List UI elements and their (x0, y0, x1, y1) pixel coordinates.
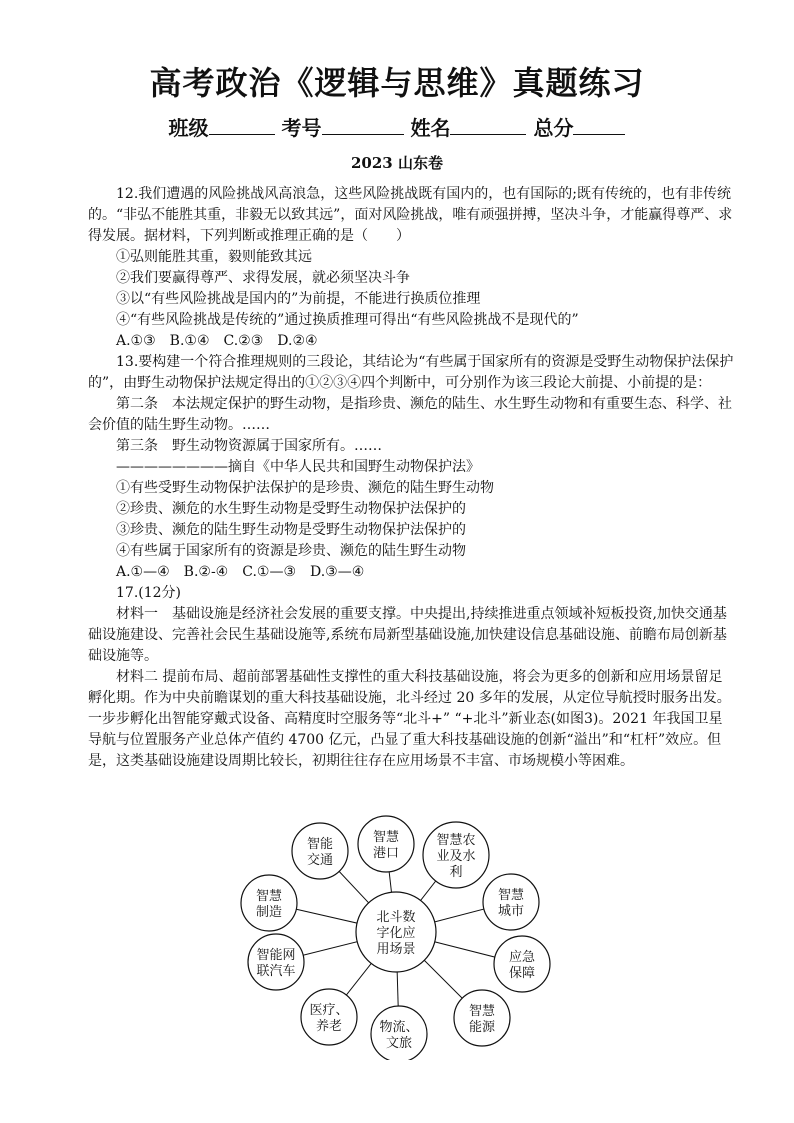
class-label: 班级 (168, 116, 209, 140)
q12-option-4: ④“有些风险挑战是传统的”通过换质推理可得出“有些风险挑战不是现代的” (116, 312, 579, 328)
beidou-application-diagram (236, 810, 566, 1060)
node-label: 业及水 (436, 849, 476, 864)
diagram-node-3 (494, 936, 550, 992)
q13-article-2: 第二条 本法规定保护的野生动物，是指珍贵、濒危的陆生、水生野生动物和有重要生态、科学、社会价值的陆生野生动物。…… (88, 396, 732, 433)
node-label: 制造 (255, 905, 283, 920)
q12-option-3: ③以“有些风险挑战是国内的”为前提，不能进行换质位推理 (116, 291, 481, 307)
diagram-node-4 (454, 990, 510, 1046)
diagram-node-0 (358, 816, 414, 872)
section-heading: 2023 山东卷 (351, 154, 443, 172)
q17-material-2: 材料二 提前布局、超前部署基础性支撑性的重大科技基础设施，将会为更多的创新和应用场景留足孵化期。作为中央前瞻谋划的重大科技基础设施，北斗经过 20 多年的发展，从定位导航授时服务出发。一步步孵化出智能穿戴式设备、高精度时空服务等“北斗+” “+北斗”新业态(如图3)。2021 年我国卫星导航与位置服务产业总体产值约 4700 亿元，凸显了重大科技基础设施的创新“溢出”和“杠杆”效应。但是，这类基础设施建设周期比较长，初期往往存在应用场景不丰富、市场规模小等困难。 (88, 669, 731, 769)
student-info-line (0, 112, 794, 141)
node-label: 智慧 (468, 1004, 496, 1019)
node-label: 交通 (306, 853, 334, 868)
node-label: 保障 (508, 966, 536, 981)
q13-article-3: 第三条 野生动物资源属于国家所有。…… (116, 438, 382, 454)
q12-option-2: ②我们要赢得尊严、求得发展，就必须坚决斗争 (116, 270, 410, 286)
question-content (88, 184, 734, 772)
node-label: 应急 (508, 950, 536, 965)
q12-choices: A.①③ B.①④ C.②③ D.②④ (116, 333, 318, 349)
q13-option-2: ②珍贵、濒危的水生野生动物是受野生动物保护法保护的 (116, 501, 466, 517)
node-label: 能源 (468, 1020, 496, 1035)
node-label: 智慧 (255, 889, 283, 904)
q13-source: ————————摘自《中华人民共和国野生动物保护法》 (116, 459, 480, 475)
diagram-node-5 (371, 1006, 427, 1060)
q13-choices: A.①—④ B.②-④ C.①—③ D.③—④ (116, 564, 365, 580)
q13-option-1: ①有些受野生动物保护法保护的是珍贵、濒危的陆生野生动物 (116, 480, 494, 496)
node-label: 字化应 (376, 926, 416, 941)
node-label: 用场景 (376, 942, 416, 957)
node-label: 城市 (497, 904, 525, 919)
node-label: 文旅 (385, 1036, 413, 1051)
q17-head: 17.(12分) (116, 585, 182, 601)
diagram-node-2 (483, 874, 539, 930)
node-label: 养老 (315, 1019, 343, 1034)
exam-no-label: 考号 (281, 116, 322, 140)
node-label: 港口 (372, 846, 400, 861)
score-blank[interactable] (573, 116, 625, 135)
node-label: 利 (449, 865, 463, 880)
node-label: 智慧农 (436, 833, 476, 848)
name-blank[interactable] (450, 116, 526, 135)
node-label: 北斗数 (376, 910, 416, 925)
node-label: 联汽车 (256, 964, 296, 979)
q13-stem: 13.要构建一个符合推理规则的三段论，其结论为“有些属于国家所有的资源是受野生动物保护法保护的”，由野生动物保护法规定得出的①②③④四个判断中，可分别作为该三段论大前提、小前提的是： (88, 354, 734, 391)
diagram-center-node (356, 892, 436, 972)
diagram-node-7 (248, 934, 304, 990)
score-label: 总分 (533, 116, 574, 140)
node-label: 智慧 (372, 830, 400, 845)
q13-option-4: ④有些属于国家所有的资源是珍贵、濒危的陆生野生动物 (116, 543, 466, 559)
class-blank[interactable] (209, 116, 275, 135)
page-title: 高考政治《逻辑与思维》真题练习 (149, 64, 645, 102)
diagram-node-9 (292, 823, 348, 879)
q13-option-3: ③珍贵、濒危的陆生野生动物是受野生动物保护法保护的 (116, 522, 466, 538)
diagram-node-8 (241, 875, 297, 931)
name-label: 姓名 (410, 116, 451, 140)
diagram-svg (236, 810, 566, 1060)
diagram-node-1 (423, 822, 489, 888)
node-label: 智慧 (497, 888, 525, 903)
q17-material-1: 材料一 基础设施是经济社会发展的重要支撑。中央提出,持续推进重点领域补短板投资,加快交通基础设施建设、完善社会民生基础设施等,系统布局新型基础设施,加快建设信息基础设施、前瞻布局创新基础设施等。 (88, 606, 727, 664)
node-label: 智能 (306, 837, 334, 852)
node-label: 医疗、 (309, 1003, 349, 1018)
q12-option-1: ①弘则能胜其重，毅则能致其远 (116, 249, 312, 265)
exam-no-blank[interactable] (322, 116, 404, 135)
diagram-node-6 (301, 989, 357, 1045)
q12-stem: 12.我们遭遇的风险挑战风高浪急，这些风险挑战既有国内的，也有国际的;既有传统的，也有非传统的。“非弘不能胜其重，非毅无以致其远”，面对风险挑战，唯有顽强拼搏，坚决斗争，才能赢得尊严、求得发展。据材料，下列判断或推理正确的是（ ） (88, 186, 733, 244)
node-label: 智能网 (256, 948, 296, 963)
node-label: 物流、 (379, 1020, 419, 1035)
